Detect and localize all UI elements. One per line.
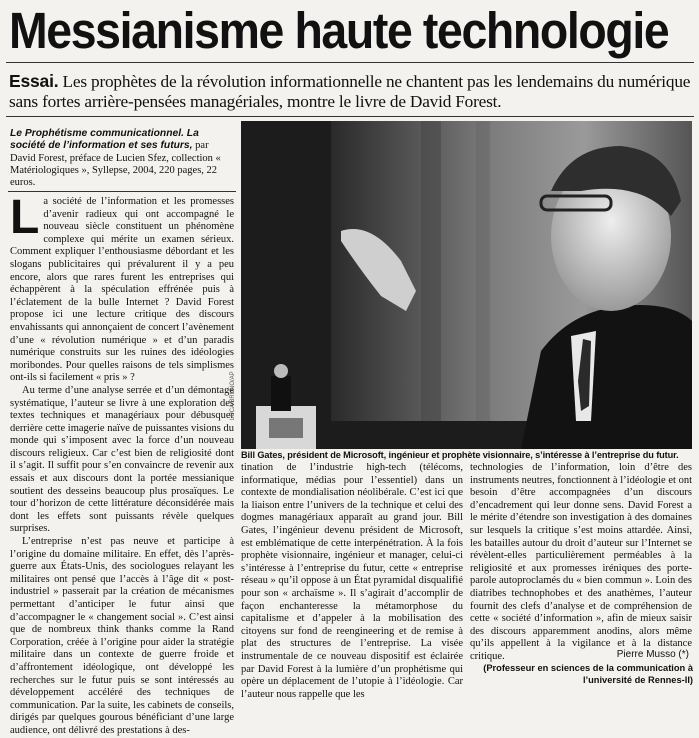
photo-bill-gates (241, 121, 692, 449)
top-rule (6, 62, 694, 63)
column-2 (241, 462, 463, 701)
column-1 (10, 191, 234, 738)
book-reference (10, 128, 236, 189)
column-3 (470, 462, 692, 664)
drop-cap: L (10, 191, 40, 244)
book-details: par David Forest, préface de Lucien Sfez, collection « Matériologiques », Syllepse, 2004, 220 pages, 22 euros. (10, 140, 221, 189)
standfirst-lead: Essai. (9, 71, 59, 91)
author-bio: (Professeur en sciences de la communication à l’université de Rennes-II) (483, 663, 693, 685)
author-signature: Pierre Musso (*) (616, 649, 689, 660)
standfirst-text: Les prophètes de la révolution informationnelle ne chantent pas les lendemains du numérique sans fortes arrière-pensées managériales, montre le livre de David Forest. (9, 72, 691, 111)
photo-caption: Bill Gates, président de Microsoft, ingénieur et prophète visionnaire, s’intéresse à l’entreprise du futur. (241, 450, 679, 460)
column-3-text: technologies de l’information, loin d’être des instruments neutres, fonctionnent à l’idéologie et ont besoin d’être accompagnées d’un discours d’encadrement qui leur donne sens. David Forest a le mérite d’étendre son investigation à des domaines sur lesquels la critique s’est moins attardée. Ainsi, les batailles autour du droit d’auteur sur l’Internet se révèlent-elles particulièrement perméables à la religiosité et aux promesses iréniques des porte-parole autoproclamés du « bien commun ». Loin des diatribes technophobes et des anathèmes, l’auteur fournit des clefs d’analyse et de compréhension de cette « société d’information », afin de mieux saisir des discours apparemment anodins, alors même qu’ils appellent à la vigilance et à la distance critique. (470, 462, 692, 662)
headline: Messianisme haute technologie (9, 2, 669, 59)
reference-rule (8, 191, 236, 192)
paragraph-1: La société de l’information et les promesses d’avenir radieux qui ont accompagné le nouveau siècle constituent un phénomène complexe qui mérite un examen sérieux. Comment expliquer l’enthousiasme débordant et les slogans publicitaires qui prévalurent il y a peu encore, alors que rares furent les entreprises qui échappèrent à la spéculation effrénée puis à l’éclatement de la bulle Internet ? David Forest propose ici une lecture critique des discours envahissants qui annonçaient de concert l’avènement d’une « révolution numérique » et d’un paradis numérique construits sur les ruines des idéologies moribondes. Pour quelles raisons de tels simplismes ont-ils si facilement « pris » ? (10, 191, 234, 384)
photo-illustration (241, 121, 692, 449)
standfirst-rule (6, 116, 694, 117)
standfirst (9, 71, 693, 112)
column-2-text: tination de l’industrie high-tech (télécoms, informatique, médias pour l’essentiel) dans un contexte de mondialisation néolibérale. C’est ici que la liaison entre l’univers de la technique et celui des dogmes managériaux apparaît au grand jour. Bill Gates, l’ingénieur devenu président de Microsoft, est emblématique de cette interpénétration. À la fois prophète visionnaire, ingénieur et manager, celui-ci s’intéresse à l’entreprise du futur, cette « entreprise réseau » qu’il oppose à un État pyramidal disqualifié pour son « archaïsme ». Il s’agirait d’accomplir de façon enchanteresse la métamorphose du capitalisme et d’appeler à la mobilisation des citoyens sur fond de reengineering et de remise à plat des structures de l’entreprise. La visée instrumentale de ce nouveau dispositif est éclairée par David Forest à la lumière d’un prophétisme qui opère un déplacement de l’utopie à l’idéologie. Car l’auteur nous rappelle que les (241, 462, 463, 700)
photo-credit: LUCA BRUNO/AP (230, 371, 236, 420)
paragraph-2: Au terme d’une analyse serrée et d’un démontage systématique, l’auteur se livre à une exploration des textes techniques et managériaux pour débusquer derrière cette imagerie naïve de puissantes visions du monde qui s’imposent avec la force d’un nouveau discours religieux. Car c’est bien de religiosité dont il s’agit. Il suffit pour s’en convaincre de revenir aux essais et aux discours dont la portée messianique soutient des desseins beaucoup plus prosaïques. Le tour d’horizon de cette littérature déconsidérée mais dont les effets sont puissants révèle quelques surprises. (10, 384, 234, 535)
paragraph-3: L’entreprise n’est pas neuve et participe à l’origine du domaine militaire. En effet, dès l’après-guerre aux États-Unis, des sociologues relayant les militaires ont pensé que l’accès à l’âge dit « post-industriel » passerait par la création de mécanismes permettant d’anticiper le futur ainsi que d’accompagner le « changement social ». C’est ainsi que de nombreux think thanks comme la Rand Corporation, créée à l’origine pour aider la stratégie militaire dans un contexte de guerre froide et d’affrontement idéologique, ont développé les recherches sur le futur puis se sont intéressés au développement accéléré des techniques de communication. Par la suite, les cabinets de conseils, dirigés par quelques gourous bénéficiant d’une large audience, ont délivré des prestations à des- (10, 536, 234, 736)
book-title: Le Prophétisme communicationnel. La société de l’information et ses futurs, (10, 128, 199, 152)
